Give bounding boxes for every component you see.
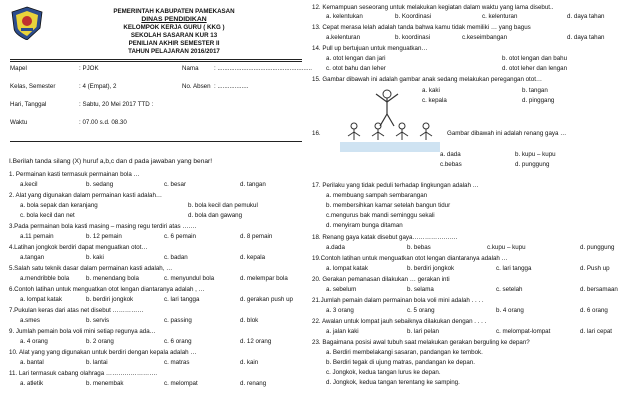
q21-option-a[interactable]: a. 3 orang [326, 307, 354, 314]
q6-option-d[interactable]: d. gerakan push up [240, 296, 293, 303]
q14-option-c[interactable]: c. otot bahu dan leher [326, 65, 386, 72]
q6-option-a[interactable]: a. lompat katak [20, 296, 62, 303]
question-12: 12. Kemampuan seseorang untuk melakukan kegiatan dalam waktu yang lama disebut.. [312, 4, 554, 11]
question-3: 3.Pada permainan bola kasti masing – masing regu terdiri atas ……. [9, 223, 197, 230]
q16-option-c[interactable]: c.bebas [440, 161, 462, 168]
question-16-text: Gambar dibawah ini adalah renang gaya … [447, 130, 567, 137]
q3-option-c[interactable]: c. 6 pemain [164, 233, 196, 240]
q11-option-a[interactable]: a. atletik [20, 380, 44, 387]
q3-option-a[interactable]: a.11 pemain [20, 233, 54, 240]
q13-option-b[interactable]: b. koordinasi [395, 34, 431, 41]
q19-option-b[interactable]: b. berdiri jongkok [407, 265, 455, 272]
info-divider [10, 141, 302, 142]
q14-option-a[interactable]: a. otot lengan dan jari [326, 55, 386, 62]
q4-option-c[interactable]: c. badan [164, 254, 188, 261]
q15-option-b[interactable]: b. tangan [522, 87, 548, 94]
question-22: 22. Awalan untuk lompat jauh sebaiknya dilakukan dengan . . . . [312, 318, 487, 325]
header-line-4: SEKOLAH SASARAN KUR 13 [130, 32, 218, 39]
q5-option-d[interactable]: d. melempar bola [240, 275, 288, 282]
q9-option-d[interactable]: d. 12 orang [240, 338, 272, 345]
q20-option-a[interactable]: a. sebelum [326, 286, 357, 293]
q17-option-b[interactable]: b. membersihkan kamar setelah bangun tidur [326, 202, 451, 209]
q2-option-b[interactable]: b. bola kecil dan pemukul [188, 202, 258, 209]
q7-option-c[interactable]: c. passing [164, 317, 192, 324]
header-divider [10, 59, 302, 60]
q17-option-c[interactable]: c.mengurus bak mandi seminggu sekali [326, 212, 435, 219]
q5-option-c[interactable]: c. menyundul bola [164, 275, 215, 282]
q9-option-b[interactable]: b. 2 orang [86, 338, 114, 345]
q18-option-b[interactable]: b. bebas [407, 244, 431, 251]
q10-option-c[interactable]: c. matras [164, 359, 190, 366]
q16-option-b[interactable]: b. kupu – kupu [515, 151, 556, 158]
question-23: 23. Bagaimana posisi awal tubuh saat melakukan gerakan berguling ke depan? [312, 339, 530, 346]
q1-option-b[interactable]: b. sedang [86, 181, 114, 188]
q6-option-b[interactable]: b. berdiri jongkok [86, 296, 134, 303]
q10-option-d[interactable]: d. kain [240, 359, 259, 366]
q17-option-a[interactable]: a. membuang sampah sembarangan [326, 192, 428, 199]
question-9: 9. Jumlah pemain bola voli mini setiap regunya ada… [9, 328, 156, 335]
q12-option-d[interactable]: d. daya tahan [567, 13, 605, 20]
q3-option-b[interactable]: b. 12 pemain [86, 233, 122, 240]
header-line-2: DINAS PENDIDIKAN [141, 16, 207, 23]
nama-value[interactable]: : ....................................................... [214, 65, 312, 72]
q18-option-c[interactable]: c.kupu – kupu [487, 244, 526, 251]
q4-option-d[interactable]: d. kepala [240, 254, 266, 261]
q11-option-c[interactable]: c. melompat [164, 380, 198, 387]
left-column [0, 0, 312, 406]
q15-option-d[interactable]: d. pinggang [522, 97, 555, 104]
q21-option-d[interactable]: d. 6 orang [580, 307, 608, 314]
q1-option-a[interactable]: a.kecil [20, 181, 38, 188]
q1-option-d[interactable]: d. tangan [240, 181, 266, 188]
q23-option-c[interactable]: c. Jongkok, kedua tangan lurus ke depan. [326, 369, 441, 376]
question-5: 5.Salah satu teknik dasar dalam permainan kasti adalah, … [9, 265, 173, 272]
q5-option-b[interactable]: b. menendang bola [86, 275, 139, 282]
q22-option-c[interactable]: c. melompat-lompat [496, 328, 551, 335]
pamekasan-emblem-icon [10, 6, 44, 40]
q3-option-d[interactable]: d. 8 pemain [240, 233, 273, 240]
q23-option-d[interactable]: d. Jongkok, kedua tangan terentang ke samping. [326, 379, 460, 386]
q7-option-a[interactable]: a.smes [20, 317, 40, 324]
nama-label: Nama [182, 65, 199, 72]
mapel-value: : PJOK [79, 65, 99, 72]
q18-option-d[interactable]: d. punggung [580, 244, 615, 251]
q20-option-b[interactable]: b. selama [407, 286, 434, 293]
q2-option-d[interactable]: d. bola dan gawang [188, 212, 243, 219]
absen-label: No. Absen [182, 83, 211, 90]
question-6: 6.Contoh latihan untuk menguatkan otot lengan diantaranya adalah , … [9, 286, 205, 293]
waktu-value: : 07.00 s.d. 08.30 [79, 119, 127, 126]
q14-option-b[interactable]: b. otot lengan dan bahu [502, 55, 568, 62]
q16-option-d[interactable]: d. punggung [515, 161, 550, 168]
q22-option-a[interactable]: a. jalan kaki [326, 328, 359, 335]
q11-option-d[interactable]: d. renang [240, 380, 267, 387]
mapel-label: Mapel [10, 65, 27, 72]
q12-option-b[interactable]: b. Koordinasi [395, 13, 432, 20]
kelas-label: Kelas, Semester [10, 83, 56, 90]
q7-option-b[interactable]: b. servis [86, 317, 110, 324]
header-line-5: PENILIAN AKHIR SEMESTER II [128, 40, 220, 47]
q23-option-a[interactable]: a. Berdiri membelakangi sasaran, pandangan ke tembok. [326, 349, 483, 356]
hari-value: : Sabtu, 20 Mei 2017 TTD : [79, 101, 154, 108]
question-19: 19.Contoh latihan untuk menguatkan otot lengan diantaranya adalah … [312, 255, 508, 262]
q4-option-a[interactable]: a.tangan [20, 254, 45, 261]
question-11: 11. Lari termasuk cabang olahraga ……………………. [9, 370, 158, 377]
q15-option-a[interactable]: a. kaki [422, 87, 440, 94]
hari-label: Hari, Tanggal [10, 101, 47, 108]
q17-option-d[interactable]: d. menyiram bunga ditaman [326, 222, 403, 229]
header-line-6: TAHUN PELAJARAN 2016/2017 [128, 48, 220, 55]
q19-option-a[interactable]: a. lompat katak [326, 265, 368, 272]
q11-option-b[interactable]: b. menembak [86, 380, 124, 387]
school-header [54, 9, 294, 57]
instruction: I.Berilah tanda silang (X) huruf a,b,c dan d pada jawaban yang benar! [9, 158, 213, 165]
header-line-3: KELOMPOK KERJA GURU ( KKG ) [123, 24, 225, 31]
q2-option-a[interactable]: a. bola sepak dan keranjang [20, 202, 98, 209]
question-17: 17. Perilaku yang tidak peduli terhadap lingkungan adalah … [312, 182, 479, 189]
question-13: 13. Cepat merasa lelah adalah tanda bahwa kamu tidak memiliki … yang bagus [312, 24, 531, 31]
q22-option-d[interactable]: d. lari cepat [580, 328, 612, 335]
q15-option-c[interactable]: c. kepala [422, 97, 447, 104]
q10-option-b[interactable]: b. lantai [86, 359, 108, 366]
q5-option-a[interactable]: a.mendribble bola [20, 275, 70, 282]
q10-option-a[interactable]: a. bantal [20, 359, 44, 366]
q16-option-a[interactable]: a. dada [440, 151, 461, 158]
q9-option-a[interactable]: a. 4 orang [20, 338, 48, 345]
q18-option-a[interactable]: a.dada [326, 244, 345, 251]
q20-option-d[interactable]: d. bersamaan [580, 286, 618, 293]
question-10: 10. Alat yang yang digunakan untuk berdiri dengan kepala adalah … [9, 349, 197, 356]
q9-option-c[interactable]: c. 6 orang [164, 338, 192, 345]
question-14: 14. Pull up bertujuan untuk menguatkan… [312, 45, 428, 52]
question-1: 1. Permainan kasti termasuk permainan bola … [9, 171, 140, 178]
q22-option-b[interactable]: b. lari pelan [407, 328, 439, 335]
question-16: 16. [312, 130, 321, 137]
q19-option-d[interactable]: d. Push up [580, 265, 610, 272]
q21-option-c[interactable]: c. 5 orang [407, 307, 435, 314]
q23-option-b[interactable]: b. Berdiri tegak di ujung matras, pandangan ke depan. [326, 359, 475, 366]
question-15: 15. Gambar dibawah ini adalah gambar anak sedang melakukan peregangan otot… [312, 76, 543, 83]
absen-value[interactable]: : .................. [214, 83, 249, 90]
q12-option-a[interactable]: a. kelentukan [326, 13, 363, 20]
question-20: 20. Gerakan pemanasan dilakukan … gerakan inti [312, 276, 450, 283]
q1-option-c[interactable]: c. besar [164, 181, 187, 188]
q4-option-b[interactable]: b. kaki [86, 254, 104, 261]
q12-option-c[interactable]: c. kelenturan [482, 13, 518, 20]
q6-option-c[interactable]: c. lari tangga [164, 296, 200, 303]
question-2: 2. Alat yang digunakan dalam permainan kasti adalah… [9, 192, 163, 199]
question-4: 4.Latihan jongkok berdiri dapat menguatkan otot… [9, 244, 148, 251]
kelas-value: : 4 (Empat), 2 [79, 83, 117, 90]
waktu-label: Waktu [10, 119, 28, 126]
right-column [312, 0, 638, 406]
q2-option-c[interactable]: c. bola kecil dan net [20, 212, 75, 219]
header-line-1: PEMERINTAH KABUPATEN PAMEKASAN [113, 8, 235, 15]
q13-option-c[interactable]: c.keseimbangan [462, 34, 508, 41]
swimmers-illustration [340, 120, 440, 152]
q7-option-d[interactable]: d. blok [240, 317, 259, 324]
q21-option-b[interactable]: b. 4 orang [496, 307, 524, 314]
q20-option-c[interactable]: c. setelah [496, 286, 523, 293]
question-21: 21.Jumlah pemain dalam permainan bola voli mini adalah . . . . [312, 297, 484, 304]
header-divider-2 [10, 61, 302, 62]
q13-option-d[interactable]: d. daya tahan [567, 34, 605, 41]
question-7: 7.Pukulan keras dari atas net disebut …………… [9, 307, 144, 314]
q14-option-d[interactable]: d. otot leher dan lengan [502, 65, 568, 72]
q13-option-a[interactable]: a.kelenturan [326, 34, 361, 41]
q19-option-c[interactable]: c. lari tangga [496, 265, 532, 272]
question-18: 18. Renang gaya katak disebut gaya…………………. [312, 234, 458, 241]
